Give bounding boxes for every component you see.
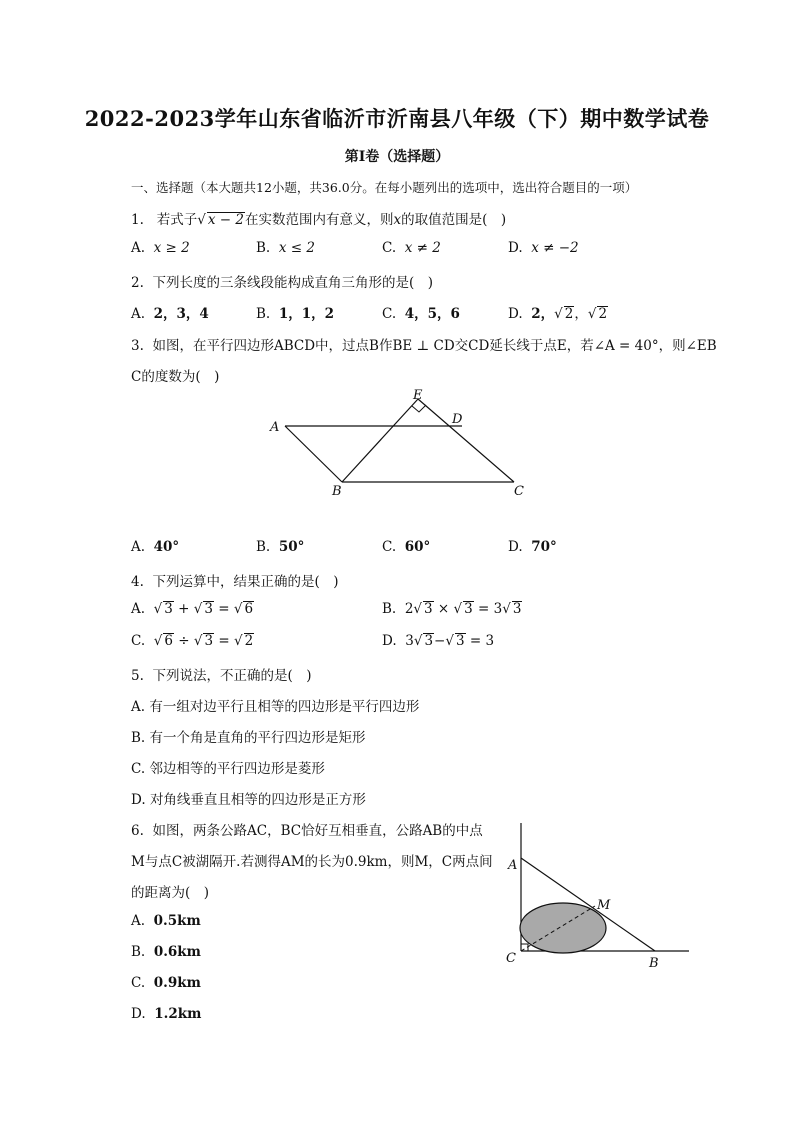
option-b[interactable]: B. 2√ 3 × √ 3 = 3√ 3 [382,601,522,617]
variable: x [393,212,402,228]
option-d[interactable]: D. x ≠ −2 [508,240,579,256]
lake-road-figure [500,818,695,973]
option-a[interactable]: A. 40° [131,539,180,555]
option-a[interactable]: A. 0.5km [131,913,201,929]
question-text: 如图，两条公路AC，BC恰好互相垂直，公路AB的中点 [152,823,483,839]
question-number: 6. [131,823,144,839]
question-2 [131,271,433,291]
question-4 [131,570,339,590]
option-c[interactable]: C. 60° [382,539,431,555]
label-e: E [413,388,423,403]
label-c: C [514,484,524,499]
option-c[interactable]: C. √ 6 ÷ √ 3 = √ 2 [131,633,254,649]
option-c[interactable]: C. 4，5，6 [382,306,460,322]
option-d[interactable]: D. 2，√ 2，√ 2 [508,306,608,322]
page-title: 2022-2023学年山东省临沂市沂南县八年级（下）期中数学试卷 [84,106,710,131]
option-a[interactable]: A. 有一组对边平行且相等的四边形是平行四边形 [131,699,420,715]
question-text: 下列运算中，结果正确的是( ) [152,574,339,590]
parallelogram-figure [260,385,540,500]
option-c[interactable]: C. 0.9km [131,975,201,991]
question-number: 5. [131,668,144,684]
question-6-continued: 的距离为( ) [131,885,210,901]
question-6-continued: M与点C被湖隔开.若测得AM的长为0.9km，则M，C两点间 [131,854,493,870]
question-1: 1. 若式子√ x − 2在实数范围内有意义，则x的取值范围是( ) [131,212,507,228]
label-d: D [452,412,463,427]
question-text: 如图，在平行四边形ABCD中，过点B作BE ⊥ CD交CD延长线于点E，若∠A = 40°，则∠EB [152,338,717,354]
option-b[interactable]: B. 50° [256,539,305,555]
option-d[interactable]: D. 3√ 3−√ 3 = 3 [382,633,495,649]
question-text: 的取值范围是( ) [401,212,507,228]
question-number: 1. [131,212,144,228]
label-c: C [506,951,516,966]
option-d[interactable]: D. 70° [508,539,557,555]
option-a[interactable]: A. x ≥ 2 [131,240,190,256]
question-text: 下列说法，不正确的是( ) [152,668,312,684]
option-b[interactable]: B. x ≤ 2 [256,240,315,256]
question-number: 4. [131,574,144,590]
question-text: 若式子 [156,212,198,228]
option-b[interactable]: B. 1，1，2 [256,306,334,322]
label-a: A [508,858,518,873]
question-number: 2. [131,275,144,291]
question-text: 在实数范围内有意义，则 [244,212,394,228]
question-3-continued: C的度数为( ) [131,369,220,385]
question-text: 下列长度的三条线段能构成直角三角形的是( ) [152,275,434,291]
question-3 [131,334,717,354]
label-b: B [649,956,659,971]
option-b[interactable]: B. 0.6km [131,944,201,960]
section-heading: 一、选择题（本大题共12小题，共36.0分。在每小题列出的选项中，选出符合题目的一项） [131,180,638,195]
section-subtitle: 第Ⅰ卷（选择题） [344,149,450,165]
option-b[interactable]: B. 有一个角是直角的平行四边形是矩形 [131,730,366,746]
question-6 [131,819,483,839]
option-d[interactable]: D. 1.2km [131,1006,202,1022]
label-m: M [597,898,611,913]
option-c[interactable]: C. x ≠ 2 [382,240,441,256]
question-number: 3. [131,338,144,354]
option-a[interactable]: A. 2，3，4 [131,306,209,322]
lake-ellipse [520,903,606,953]
label-a: A [270,420,280,435]
radicand: x − 2 [207,212,244,228]
question-5 [131,664,312,684]
option-a[interactable]: A. √ 3 + √ 3 = √ 6 [131,601,254,617]
option-d[interactable]: D. 对角线垂直且相等的四边形是正方形 [131,792,366,808]
label-b: B [332,484,342,499]
option-c[interactable]: C. 邻边相等的平行四边形是菱形 [131,761,325,777]
